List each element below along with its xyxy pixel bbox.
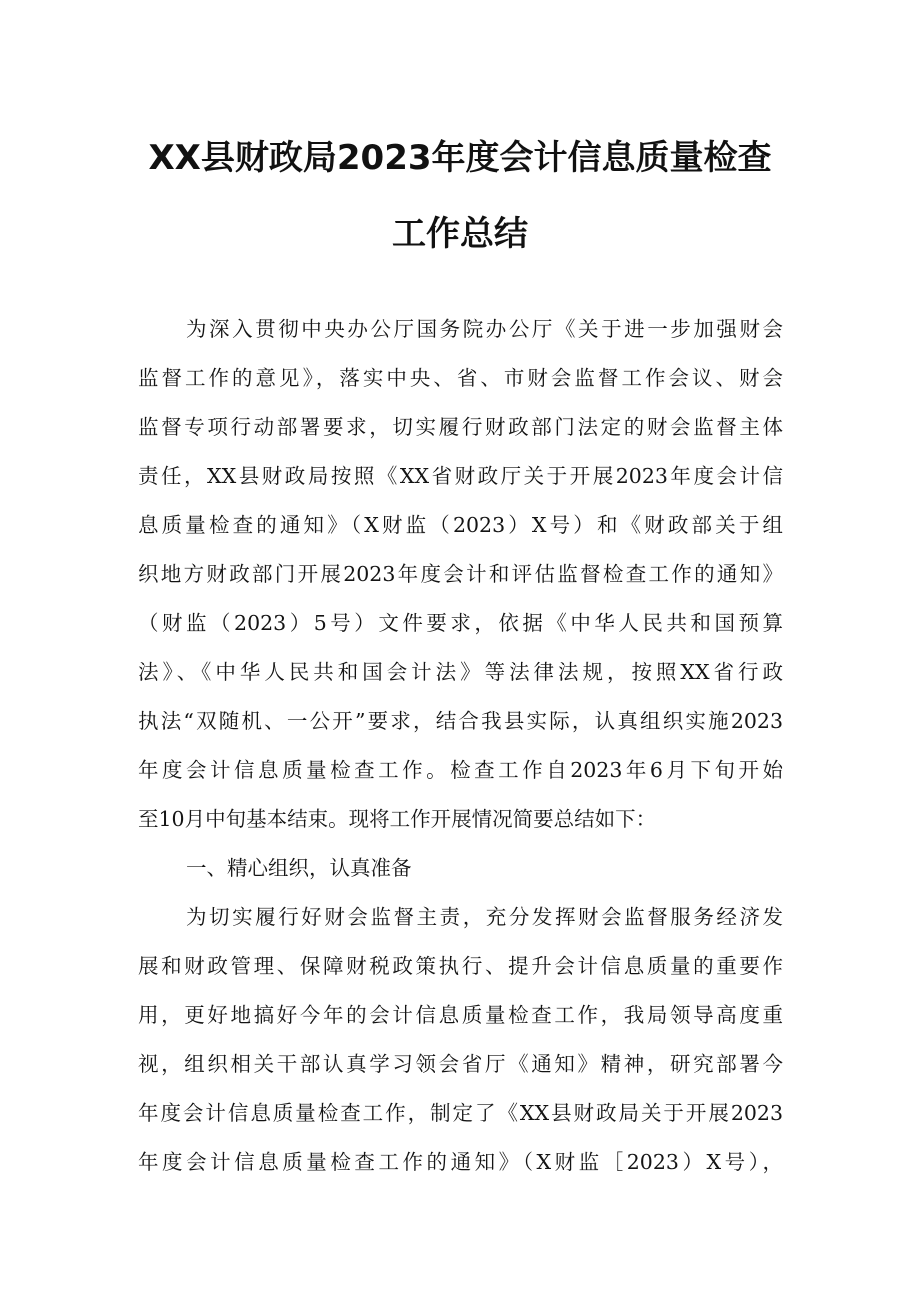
paragraph-2-line-1: 为切实履行好财会监督主责，充分发挥财会监督服务经济发: [186, 905, 783, 929]
paragraph-1-line-11: 至10月中旬基本结束。现将工作开展情况简要总结如下：: [138, 807, 657, 831]
paragraph-1-line-3: 监督专项行动部署要求，切实履行财政部门法定的财会监督主体: [138, 415, 783, 439]
section-heading-1: 一、精心组织，认真准备: [186, 856, 412, 880]
document-title-line-2: 工作总结: [392, 214, 528, 254]
paragraph-1-line-5: 息质量检查的通知》（X财监（2023）X号）和《财政部关于组: [138, 513, 783, 537]
paragraph-2-line-4: 视，组织相关干部认真学习领会省厅《通知》精神，研究部署今: [138, 1052, 783, 1076]
paragraph-1-line-10: 年度会计信息质量检查工作。检查工作自2023年6月下旬开始: [138, 758, 783, 782]
paragraph-2-line-2: 展和财政管理、保障财税政策执行、提升会计信息质量的重要作: [138, 954, 783, 978]
paragraph-2-line-6: 年度会计信息质量检查工作的通知》（X财监［2023）X号），: [138, 1150, 783, 1174]
paragraph-1-line-4: 责任，XX县财政局按照《XX省财政厅关于开展2023年度会计信: [138, 464, 783, 488]
paragraph-2-line-3: 用，更好地搞好今年的会计信息质量检查工作，我局领导高度重: [138, 1003, 783, 1027]
paragraph-1-line-1: 为深入贯彻中央办公厅国务院办公厅《关于进一步加强财会: [186, 317, 783, 341]
paragraph-1-line-9: 执法“双随机、一公开”要求，结合我县实际，认真组织实施2023: [138, 709, 783, 733]
paragraph-1-line-7: （财监（2023）5号）文件要求，依据《中华人民共和国预算: [138, 611, 783, 635]
paragraph-2-line-5: 年度会计信息质量检查工作，制定了《XX县财政局关于开展2023: [138, 1101, 783, 1125]
paragraph-1-line-6: 织地方财政部门开展2023年度会计和评估监督检查工作的通知》: [138, 562, 783, 586]
document-title-line-1: XX县财政局2023年度会计信息质量检查: [148, 138, 772, 178]
paragraph-1-line-8: 法》、《中华人民共和国会计法》等法律法规，按照XX省行政: [138, 660, 783, 684]
paragraph-1-line-2: 监督工作的意见》，落实中央、省、市财会监督工作会议、财会: [138, 366, 783, 390]
